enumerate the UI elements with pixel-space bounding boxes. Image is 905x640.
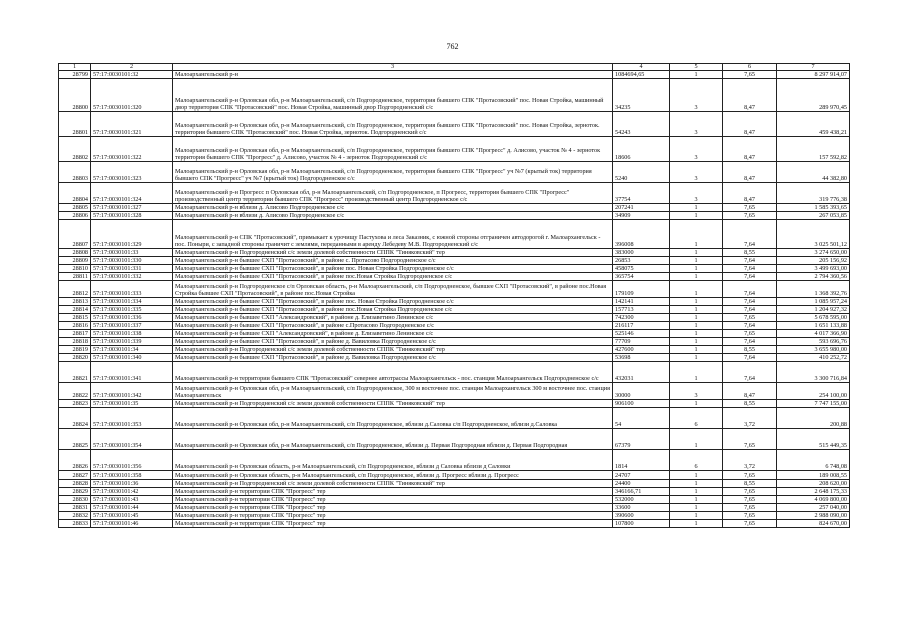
cadastral-number: 57:17:0030101:340	[91, 354, 173, 362]
area-value: 346166,71	[613, 488, 670, 496]
group-value: 1	[670, 471, 723, 480]
location-description: Малоархангельский р-н территории СПК "Прогресс" тер	[173, 520, 613, 528]
cadastral-value: 267 053,85	[777, 212, 850, 220]
row-number: 28813	[59, 298, 91, 306]
location-description: Малоархангельский р-н СПК "Протасовский", примыкает к урочищу Пастухова и леса Заказник, с южной стороны отграничен автодорогой г. Малоархангельск - пос. Поныри, с западной стороны граничит с землями, переданными в аренду Лебедеву М.В. Подгородненский с/с	[173, 220, 613, 249]
group-value: 1	[670, 496, 723, 504]
rate-value: 7,64	[723, 257, 777, 265]
cadastral-value: 257 040,00	[777, 504, 850, 512]
area-value: 216117	[613, 322, 670, 330]
column-header: 1	[59, 64, 91, 71]
table-row	[59, 354, 850, 362]
group-value: 1	[670, 512, 723, 520]
group-value: 1	[670, 249, 723, 257]
area-value: 24400	[613, 480, 670, 488]
cadastral-value: 1 204 927,32	[777, 306, 850, 314]
row-number: 28815	[59, 314, 91, 322]
table-row	[59, 496, 850, 504]
area-value: 157713	[613, 306, 670, 314]
rate-value: 8,47	[723, 383, 777, 400]
location-description: Малоархангельский р-н Орловская обл, р-н Малоархангельский, с/п Подгородненское, вблизи д.Саловка с/п Подгородненское, вблизи д.Саловка	[173, 408, 613, 429]
rate-value: 7,65	[723, 520, 777, 528]
area-value: 396008	[613, 220, 670, 249]
row-number: 28806	[59, 212, 91, 220]
group-value: 1	[670, 257, 723, 265]
header-row	[59, 64, 850, 71]
cadastral-value: 3 655 980,00	[777, 346, 850, 354]
group-value: 1	[670, 71, 723, 79]
cadastral-number: 57:17:0030101:32	[91, 71, 173, 79]
column-header: 5	[670, 64, 723, 71]
area-value: 26853	[613, 257, 670, 265]
area-value: 18606	[613, 137, 670, 162]
cadastral-value: 6 748,08	[777, 450, 850, 471]
cadastral-value: 208 620,00	[777, 480, 850, 488]
rate-value: 3,72	[723, 450, 777, 471]
group-value: 1	[670, 212, 723, 220]
cadastral-number: 57:17:0030101:356	[91, 450, 173, 471]
table-row	[59, 322, 850, 330]
rate-value: 8,55	[723, 249, 777, 257]
rate-value: 7,64	[723, 265, 777, 273]
cadastral-value: 5 678 595,00	[777, 314, 850, 322]
group-value: 1	[670, 488, 723, 496]
cadastral-number: 57:17:0030101:336	[91, 314, 173, 322]
row-number: 28802	[59, 137, 91, 162]
table-row	[59, 265, 850, 273]
cadastral-number: 57:17:0030101:339	[91, 338, 173, 346]
rate-value: 7,65	[723, 212, 777, 220]
location-description: Малоархангельский р-н территории СПК "Прогресс" тер	[173, 496, 613, 504]
cadastral-value: 1 085 957,24	[777, 298, 850, 306]
location-description: Малоархангельский р-н бывшее СХП "Протасовский", в районе с. Протасово Подгородненское с/с	[173, 257, 613, 265]
rate-value: 7,65	[723, 429, 777, 450]
location-description: Малоархангельский р-н Подгородненский с/с земли долевой собственности СППК "Тиняковский" тер	[173, 400, 613, 408]
location-description: Малоархангельский р-н Прогресс п Орловская обл, р-н Малоархангельский, с/п Подгородненское, п Прогресс, территория бывшего СПК "Прогресс" производственный центр территории бывшего СПК "Прогресс" производственный центр Подгородненское с/с	[173, 183, 613, 204]
group-value: 1	[670, 322, 723, 330]
group-value: 1	[670, 306, 723, 314]
group-value: 3	[670, 383, 723, 400]
cadastral-number: 57:17:0030101:333	[91, 281, 173, 298]
row-number: 28803	[59, 162, 91, 183]
table-row	[59, 71, 850, 79]
group-value: 1	[670, 220, 723, 249]
area-value: 432031	[613, 362, 670, 383]
group-value: 1	[670, 354, 723, 362]
row-number: 28801	[59, 112, 91, 137]
cadastral-value: 1 585 393,65	[777, 204, 850, 212]
group-value: 1	[670, 204, 723, 212]
column-header: 4	[613, 64, 670, 71]
rate-value: 8,47	[723, 112, 777, 137]
table-row	[59, 383, 850, 400]
cadastral-number: 57:17:0030101:44	[91, 504, 173, 512]
location-description: Малоархангельский р-н Орловская обл, р-н Малоархангельский, с/п Подгородненское, территория бывшего СПК "Протасовский" пос. Новая Стройка, машинный двор территория СПК "Протасовский" пос. Новая Стройка, машинный двор Подгородненский с/с	[173, 79, 613, 112]
table-row	[59, 429, 850, 450]
row-number: 28805	[59, 204, 91, 212]
cadastral-number: 57:17:0030101:36	[91, 480, 173, 488]
rate-value: 8,55	[723, 346, 777, 354]
rate-value: 7,65	[723, 504, 777, 512]
cadastral-number: 57:17:0030101:341	[91, 362, 173, 383]
row-number: 28817	[59, 330, 91, 338]
area-value: 742300	[613, 314, 670, 322]
area-value: 207241	[613, 204, 670, 212]
cadastral-value: 2 988 090,00	[777, 512, 850, 520]
row-number: 28833	[59, 520, 91, 528]
cadastral-number: 57:17:0030101:353	[91, 408, 173, 429]
area-value: 30000	[613, 383, 670, 400]
table-row	[59, 298, 850, 306]
cadastral-value: 1 368 392,76	[777, 281, 850, 298]
rate-value: 7,65	[723, 204, 777, 212]
table-row	[59, 338, 850, 346]
table-row	[59, 504, 850, 512]
location-description: Малоархангельский р-н вблизи д. Алисово Подгородненское с/с	[173, 204, 613, 212]
area-value: 67379	[613, 429, 670, 450]
cadastral-number: 57:17:0030101:330	[91, 257, 173, 265]
area-value: 142141	[613, 298, 670, 306]
area-value: 53698	[613, 354, 670, 362]
cadastral-number: 57:17:0030101:338	[91, 330, 173, 338]
cadastral-number: 57:17:0030101:321	[91, 112, 173, 137]
cadastral-number: 57:17:0030101:342	[91, 383, 173, 400]
table-row	[59, 112, 850, 137]
cadastral-value: 200,88	[777, 408, 850, 429]
cadastral-table	[58, 63, 850, 528]
rate-value: 7,64	[723, 354, 777, 362]
row-number: 28818	[59, 338, 91, 346]
row-number: 28804	[59, 183, 91, 204]
cadastral-value: 3 025 501,12	[777, 220, 850, 249]
rate-value: 8,47	[723, 183, 777, 204]
area-value: 1814	[613, 450, 670, 471]
rate-value: 7,64	[723, 362, 777, 383]
area-value: 54243	[613, 112, 670, 137]
area-value: 179109	[613, 281, 670, 298]
cadastral-value: 2 648 175,33	[777, 488, 850, 496]
rate-value: 7,64	[723, 298, 777, 306]
area-value: 33600	[613, 504, 670, 512]
cadastral-value: 593 696,76	[777, 338, 850, 346]
row-number: 28824	[59, 408, 91, 429]
rate-value: 8,47	[723, 137, 777, 162]
rate-value: 7,64	[723, 220, 777, 249]
location-description: Малоархангельский р-н Подгородненский с/с земли долевой собственности СППК "Тиняковский" тер	[173, 480, 613, 488]
location-description: Малоархангельский р-н	[173, 71, 613, 79]
cadastral-value: 1 651 133,88	[777, 322, 850, 330]
table-row	[59, 204, 850, 212]
cadastral-number: 57:17:0030101:42	[91, 488, 173, 496]
cadastral-number: 57:17:0030101:33	[91, 249, 173, 257]
row-number: 28812	[59, 281, 91, 298]
row-number: 28799	[59, 71, 91, 79]
location-description: Малоархангельский р-н бывшее СХП "Протасовский", в районе пос. Новая Стройка Подгородненское с/с	[173, 298, 613, 306]
table-row	[59, 471, 850, 480]
location-description: Малоархангельский р-н Подгородненский с/с земли долевой собственности СППК "Тиняковский" тер	[173, 346, 613, 354]
row-number: 28827	[59, 471, 91, 480]
area-value: 525146	[613, 330, 670, 338]
group-value: 1	[670, 362, 723, 383]
row-number: 28800	[59, 79, 91, 112]
rate-value: 7,65	[723, 471, 777, 480]
row-number: 28810	[59, 265, 91, 273]
location-description: Малоархангельский р-н Орловская обл, р-н Малоархангельский, с/п Подгородненское, территория бывшего СПК "Протасовский" пос. Новая Стройка, зерноток. территория бывшего СПК "Протасовский" пос. Новая Стройка, зерноток. Подгородненский с/с	[173, 112, 613, 137]
row-number: 28830	[59, 496, 91, 504]
rate-value: 7,65	[723, 496, 777, 504]
cadastral-value: 157 592,82	[777, 137, 850, 162]
cadastral-value: 254 100,00	[777, 383, 850, 400]
rate-value: 7,64	[723, 338, 777, 346]
table-row	[59, 273, 850, 281]
page-number: 762	[446, 42, 459, 51]
table-row	[59, 488, 850, 496]
area-value: 54	[613, 408, 670, 429]
cadastral-value: 2 794 360,56	[777, 273, 850, 281]
location-description: Малоархангельский р-н бывшее СХП "Протасовский", в районе пос. Новая Стройка Подгородненское с/с	[173, 265, 613, 273]
table-row	[59, 330, 850, 338]
rate-value: 8,47	[723, 79, 777, 112]
row-number: 28823	[59, 400, 91, 408]
rate-value: 7,64	[723, 273, 777, 281]
rate-value: 3,72	[723, 408, 777, 429]
cadastral-number: 57:17:0030101:324	[91, 183, 173, 204]
table-row	[59, 400, 850, 408]
row-number: 28808	[59, 249, 91, 257]
table-row	[59, 520, 850, 528]
area-value: 365754	[613, 273, 670, 281]
rate-value: 7,64	[723, 322, 777, 330]
location-description: Малоархангельский р-н Орловская обл, р-н Малоархангельский, с/п Подгородненское, вблизи д. Первая Подгородная вблизи д. Первая Подгородная	[173, 429, 613, 450]
location-description: Малоархангельский р-н Подгородненский с/с земли долевой собственности СППК "Тиняковский" тер	[173, 249, 613, 257]
row-number: 28822	[59, 383, 91, 400]
location-description: Малоархангельский р-н территории СПК "Прогресс" тер	[173, 488, 613, 496]
rate-value: 7,65	[723, 314, 777, 322]
area-value: 458075	[613, 265, 670, 273]
group-value: 1	[670, 298, 723, 306]
area-value: 37754	[613, 183, 670, 204]
cadastral-value: 8 297 914,07	[777, 71, 850, 79]
group-value: 1	[670, 480, 723, 488]
cadastral-number: 57:17:0030101:337	[91, 322, 173, 330]
cadastral-number: 57:17:0030101:329	[91, 220, 173, 249]
cadastral-value: 7 747 155,00	[777, 400, 850, 408]
location-description: Малоархангельский р-н Орловская область, р-н Малоархангельский, с/п Подгородненское, вблизи д Саловка вблизи д Саловки	[173, 450, 613, 471]
table-row	[59, 183, 850, 204]
cadastral-value: 515 449,35	[777, 429, 850, 450]
location-description: Малоархангельский р-н территории СПК "Прогресс" тер	[173, 512, 613, 520]
table-row	[59, 450, 850, 471]
group-value: 1	[670, 346, 723, 354]
cadastral-number: 57:17:0030101:354	[91, 429, 173, 450]
row-number: 28831	[59, 504, 91, 512]
area-value: 390600	[613, 512, 670, 520]
cadastral-value: 44 382,80	[777, 162, 850, 183]
group-value: 3	[670, 79, 723, 112]
row-number: 28811	[59, 273, 91, 281]
group-value: 6	[670, 408, 723, 429]
rate-value: 7,65	[723, 71, 777, 79]
table-row	[59, 257, 850, 265]
row-number: 28821	[59, 362, 91, 383]
cadastral-number: 57:17:0030101:320	[91, 79, 173, 112]
table-row	[59, 162, 850, 183]
cadastral-number: 57:17:0030101:358	[91, 471, 173, 480]
cadastral-value: 4 069 800,00	[777, 496, 850, 504]
rate-value: 7,65	[723, 488, 777, 496]
group-value: 1	[670, 314, 723, 322]
rate-value: 8,55	[723, 400, 777, 408]
row-number: 28814	[59, 306, 91, 314]
location-description: Малоархангельский р-н Подгородненское с/п Орловская область, р-н Малоархангельский, с/п Подгородненское, бывшее СХП "Протасовский", в районе пос.Новая Стройка бывшее СХП "Протасовский", в районе пос.Новая Стройка	[173, 281, 613, 298]
group-value: 1	[670, 504, 723, 512]
cadastral-value: 319 776,38	[777, 183, 850, 204]
group-value: 1	[670, 281, 723, 298]
group-value: 3	[670, 112, 723, 137]
table-row	[59, 281, 850, 298]
cadastral-value: 410 252,72	[777, 354, 850, 362]
area-value: 1084694,65	[613, 71, 670, 79]
location-description: Малоархангельский р-н бывшее СХП "Александровский", в районе д. Елизаветино Ленинское с/с	[173, 330, 613, 338]
cadastral-number: 57:17:0030101:45	[91, 512, 173, 520]
location-description: Малоархангельский р-н Орловская обл, р-н Малоархангельский, с/п Подгородненское, территория бывшего СПК "Прогресс" д. Алисово, участок № 4 - зерноток территория бывшего СПК "Прогресс" д. Алисово, участок № 4 - зерноток Подгородненский с/с	[173, 137, 613, 162]
cadastral-value: 3 274 650,00	[777, 249, 850, 257]
table-row	[59, 408, 850, 429]
group-value: 1	[670, 338, 723, 346]
area-value: 383000	[613, 249, 670, 257]
cadastral-value: 459 438,21	[777, 112, 850, 137]
cadastral-value: 4 017 366,90	[777, 330, 850, 338]
group-value: 3	[670, 162, 723, 183]
cadastral-value: 289 970,45	[777, 79, 850, 112]
cadastral-number: 57:17:0030101:334	[91, 298, 173, 306]
area-value: 427600	[613, 346, 670, 354]
group-value: 3	[670, 137, 723, 162]
area-value: 5240	[613, 162, 670, 183]
table-row	[59, 212, 850, 220]
row-number: 28820	[59, 354, 91, 362]
group-value: 1	[670, 330, 723, 338]
cadastral-number: 57:17:0030101:327	[91, 204, 173, 212]
cadastral-number: 57:17:0030101:43	[91, 496, 173, 504]
area-value: 34909	[613, 212, 670, 220]
location-description: Малоархангельский р-н бывшее СХП "Протасовский", в районе д. Вавиловка Подгородненское с/с	[173, 338, 613, 346]
table-row	[59, 306, 850, 314]
location-description: Малоархангельский р-н бывшее СХП "Протасовский", в районе пос.Новая Стройка Подгородненское с/с	[173, 306, 613, 314]
table-row	[59, 249, 850, 257]
row-number: 28807	[59, 220, 91, 249]
table-row	[59, 512, 850, 520]
group-value: 1	[670, 520, 723, 528]
group-value: 3	[670, 183, 723, 204]
location-description: Малоархангельский р-н территории бывшего СПК "Протасовский" севернее автотрассы Малоархангельск - пос. станция Малоархангельск Подгородненское с/с	[173, 362, 613, 383]
row-number: 28825	[59, 429, 91, 450]
table-row	[59, 346, 850, 354]
location-description: Малоархангельский р-н бывшее СХП "Протасовский", в районе пос.Новая Стройка Подгородненское с/с	[173, 273, 613, 281]
group-value: 1	[670, 429, 723, 450]
area-value: 77709	[613, 338, 670, 346]
area-value: 34235	[613, 79, 670, 112]
column-header: 7	[777, 64, 850, 71]
rate-value: 7,64	[723, 281, 777, 298]
rate-value: 7,64	[723, 306, 777, 314]
location-description: Малоархангельский р-н бывшее СХП "Протасовский", в районе д. Вавиловка Подгородненское с/с	[173, 354, 613, 362]
cadastral-value: 824 670,00	[777, 520, 850, 528]
area-value: 107800	[613, 520, 670, 528]
row-number: 28809	[59, 257, 91, 265]
group-value: 1	[670, 273, 723, 281]
column-header: 6	[723, 64, 777, 71]
group-value: 1	[670, 400, 723, 408]
location-description: Малоархангельский р-н Орловская обл, р-н Малоархангельский, с/п Подгородненское, 300 м восточнее пос. станция Малоархангельск 300 м восточнее пос. станция Малоархангельск	[173, 383, 613, 400]
row-number: 28832	[59, 512, 91, 520]
area-value: 532000	[613, 496, 670, 504]
location-description: Малоархангельский р-н Орловская область, р-н Малоархангельский, с/п Подгородненское, вблизи д. Прогресс вблизи д. Прогресс	[173, 471, 613, 480]
rate-value: 8,55	[723, 480, 777, 488]
location-description: Малоархангельский р-н Орловская обл, р-н Малоархангельский, с/п Подгородненское, территория бывшего СПК "Прогресс" уч №7 (крытый ток) территория бывшего СПК "Прогресс" уч №7 (крытый ток) Подгородненское с/с	[173, 162, 613, 183]
cadastral-number: 57:17:0030101:335	[91, 306, 173, 314]
cadastral-number: 57:17:0030101:331	[91, 265, 173, 273]
area-value: 24707	[613, 471, 670, 480]
table-row	[59, 362, 850, 383]
rate-value: 7,65	[723, 512, 777, 520]
column-header: 2	[91, 64, 173, 71]
cadastral-number: 57:17:0030101:35	[91, 400, 173, 408]
table-row	[59, 79, 850, 112]
cadastral-value: 3 300 716,84	[777, 362, 850, 383]
location-description: Малоархангельский р-н вблизи д. Алисово Подгородненское с/с	[173, 212, 613, 220]
cadastral-number: 57:17:0030101:328	[91, 212, 173, 220]
table-row	[59, 480, 850, 488]
rate-value: 7,65	[723, 330, 777, 338]
cadastral-number: 57:17:0030101:332	[91, 273, 173, 281]
table-row	[59, 220, 850, 249]
row-number: 28829	[59, 488, 91, 496]
cadastral-number: 57:17:0030101:323	[91, 162, 173, 183]
area-value: 906100	[613, 400, 670, 408]
group-value: 1	[670, 265, 723, 273]
column-header: 3	[173, 64, 613, 71]
row-number: 28828	[59, 480, 91, 488]
cadastral-number: 57:17:0030101:34	[91, 346, 173, 354]
rate-value: 8,47	[723, 162, 777, 183]
location-description: Малоархангельский р-н бывшее СХП "Протасовский", в районе с.Протасово Подгородненское с/с	[173, 322, 613, 330]
row-number: 28826	[59, 450, 91, 471]
cadastral-number: 57:17:0030101:322	[91, 137, 173, 162]
location-description: Малоархангельский р-н бывшее СХП "Александровский", в районе д. Елизаветино Ленинское с/с	[173, 314, 613, 322]
cadastral-value: 205 156,92	[777, 257, 850, 265]
row-number: 28819	[59, 346, 91, 354]
table-row	[59, 137, 850, 162]
location-description: Малоархангельский р-н территории СПК "Прогресс" тер	[173, 504, 613, 512]
row-number: 28816	[59, 322, 91, 330]
cadastral-value: 189 008,55	[777, 471, 850, 480]
group-value: 6	[670, 450, 723, 471]
cadastral-value: 3 499 693,00	[777, 265, 850, 273]
cadastral-number: 57:17:0030101:46	[91, 520, 173, 528]
table-row	[59, 314, 850, 322]
